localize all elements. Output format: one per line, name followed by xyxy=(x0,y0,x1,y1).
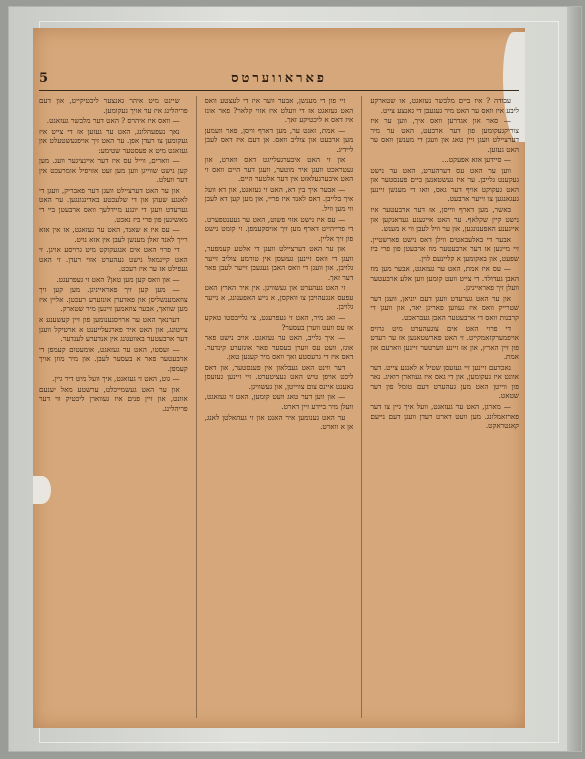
column-rule xyxy=(361,96,362,718)
paragraph: די פרוי האט אים צוגעהערט מיט גרויס אויפמערקזאמקייט. זי האט פארשטאנען אז ער רעדט פון זיין הארץ, און אז זיינע ווערטער זיינען ווארעם און אמת. xyxy=(370,323,519,362)
sleeve-edge xyxy=(567,7,581,751)
paragraph: — אמת, זאגט ער, מען דארף וויסן, פאר וועמען מען ארבעט און צוליב וואס. אן דעם איז דאס לעבן ליידיג. xyxy=(204,125,354,154)
column-right xyxy=(370,96,519,718)
paragraph: — זעסטו, האט ער געזאגט, אומעטום קעמפן די ארבעטער פאר א בעסער לעבן. און מיר מוזן אויך קעמפן. xyxy=(38,344,188,373)
paragraph: — מען קען זיך פאראייניגן. מען קען זיך צוזאמענשליסן און פאדערן אונזערע רעכטן. אליין איז מען שוואך, אבער צוזאמען זיינען מיר שטארק. xyxy=(38,285,188,314)
paragraph: — מארגן, האט ער געזאגט, וועל איך גיין צו דער פארזאמלונג. מען וועט דארט רעדן וועגן דעם נייעם קאנטראקט. xyxy=(370,401,519,431)
paragraph: — וואס איז איהרס ? האט דער מלבשר געזאגט. xyxy=(46,116,180,126)
paragraph: און ער האט דערציילט וועגן די אלטע קעמפער, וועגן די וואס זיינען געזעסן אין טורמע צוליב זייער גלויבן, און וועגן די וואס האבן געגעבן זייער לעבן פאר דער זאך. xyxy=(204,244,354,282)
newspaper-page xyxy=(33,28,525,728)
paragraph: — סיידען אזא אפעקט... xyxy=(441,155,511,165)
paragraph: באשר, מען דארף ווייסן, אז דער ארבעטער איז נישט קיין שקלאף. ער האט אייגענע געדאנקען און אייגענע האפענונגען, און ער וויל לעבן ווי א מענש. xyxy=(370,205,519,234)
paragraph: דערנאך האט ער ארויסגענומען פון זיין קעשענע א צייטונג, און האט איר פארגעלייענט א ארטיקל וועגן דער ארבעטער באוועגונג אין אנדערע לענדער. xyxy=(38,315,188,344)
paragraph: און זי האט איבערגעלייגט דאס ווארט, און געטראכט וועגן איר מוטער, וועגן דער היים וואס זי האט איבערגעלאזט אין דער אלטער היים. xyxy=(204,155,354,184)
paragraph: און ער האט גערעדט וועגן דעם יוניאן, וועגן דער שטרייק וואס איז געווען פאריגן יאר, און וועגן די קרבנות וואס די ארבעטער האבן געבראכט. xyxy=(370,293,519,323)
paragraph: — עס איז אמת, האט ער געזאגט, אבער מען מוז האבן געדולד. די צייט וועט קומען ווען אלע ארבעטער וועלן זיך פאראייניגן. xyxy=(370,264,519,293)
paragraph: דער ווינט האט געבלאזן אין פענסטער, און דאס ליכט אויפן טיש האט געציטערט. זיי זיינען געזעסן נאענט איינס צום צווייטן, און געשוויגן. xyxy=(204,362,354,391)
column-left xyxy=(39,96,188,718)
paragraph: — און וואס קען מען טאן? האט זי געפרעגט. xyxy=(56,274,180,284)
paragraph: זי האט געהערט און געשוויגן. אין איר הארץ האט עפעס אנגעהויבן צו וואקסן, א נייע האפענונג, א נייער גלויבן. xyxy=(204,283,354,312)
paragraph: — איך גלייב, האט ער געזאגט. אויב נישט פאר אונז, וועט עס ווערן בעסער פאר אונזערע קינדער. דאס איז די גרעסטע זאך וואס מיר קענען טאן. xyxy=(204,333,354,362)
paragraph: אבער די באלעבאטים ווילן דאס נישט פארשטיין. זיי מיינען אז דער ארבעטער מוז ארבעטן פון פרי ביז שפעט, און באקומען א קליינעם לוין. xyxy=(370,234,519,263)
paragraph: נאכדעם זיינען זיי געזעסן שטיל א לאנגע צייט. דער אוונט איז געקומען, און די גאס איז געווארן רואיג. נאר פון ווייטן האט מען געהערט דעם טומל פון דער שטאט. xyxy=(370,362,519,401)
paragraph: — ווארים, ווייל עס איז דער איינציגער וועג. מען קען נישט שווייגן ווען מען זעט אזויפיל אומרעכט אין דער וועלט. xyxy=(38,156,188,185)
paragraph: — סאר און אגדרען וואס איך, ווען ער איז צוריקגעקומען פון דער ארבעט, האט ער מיר דערציילט וועגן זיין טאג און וועגן די מענשן וואס ער האט געזען. xyxy=(370,116,519,154)
paragraph: ער האט גענומען איר האנט און זי געהאלטן לאנג, אן א ווארט. xyxy=(204,412,354,432)
paragraph: שיינט מיט איהר גאנצער ליכטיקייט, און דעם פריהלינג איז ער אויך געקומען. xyxy=(38,96,188,115)
page-header xyxy=(39,66,519,91)
page-number: 5 xyxy=(39,70,49,86)
paragraph: עבודה ? איז ביים מלבשר נעזאגט, או שטארקע ליבע איז וואס ער האט מיר געגעבן די גאנצע צייט. xyxy=(370,96,519,115)
paragraph: — גוט, האט זי געזאגט, איך וועל מיט דיר גיין. xyxy=(52,374,180,384)
text-columns xyxy=(39,96,519,718)
paragraph: און ער האט געשמייכלט, ערשטע מאל יענעם אוונט, און זיין פנים איז געווארן ליכטיק ווי דער פריהלינג. xyxy=(38,384,188,413)
paragraph: נאך נעפעהלונג, האט ער געזען אז די צייט איז געקומען צו רעדן אפן. ער האט זיך אויפגעשטעלט און געזאגט מיט א פעסטער שטימע: xyxy=(38,126,188,155)
paragraph: — און ווען דער טאג וועט קומען, האט זי געזאגט, וועלן מיר ביידע זיין דארט. xyxy=(204,392,354,411)
paragraph: — אבער איך בין דא, האט זי געזאגט, און דא וועל איך בלייבן. דאס לאנד איז פריי, און מען קען דא לעבן ווי מען וויל. xyxy=(204,184,354,214)
paragraph: די פרוי האט אים אנגעקוקט מיט גרויסע אויגן. זי האט קיינמאל נישט געהערט אזוי רעדן. זי האט געפילט אז ער איז רעכט. xyxy=(38,245,188,274)
masthead-title: פאראווערטס xyxy=(231,71,327,86)
paragraph: — זאג מיר, האט זי געפרעגט, צי גלייבסטו טאקע אז עס וועט ווערן בעסער? xyxy=(204,313,354,332)
paragraph: ווען ער האט עס דערהערט, האט ער נישט געקענט גלייבן. ער איז געשטאנען ביים פענסטער און האט געקוקט אויף דער גאס, וואו די מענשן זיינען געגאנגען צו זייער ארבעט. xyxy=(370,165,519,204)
paragraph: — עס איז נישט אזוי פשוט, האט ער געענטפערט. די פרייהייט דארף מען זיך אויסקעמפן. זי קומט נישט פון זיך אליין. xyxy=(204,214,354,243)
paragraph: זיי פון די מענשן, אבער ווער איז די לעצטע וואס האט געזאגט אז די וועלט איז אזוי קלאר? פאר אונז איז דאס א ליכטיקע זאך. xyxy=(204,96,354,125)
paragraph: — עס איז א שאנד, האט ער געזאגט, אז אין אזא רייך לאנד זאלן מענשן לעבן אין אזא נויט. xyxy=(38,225,188,244)
column-rule xyxy=(196,96,197,718)
column-middle xyxy=(205,96,354,718)
paragraph: און ער האט דערציילט וועגן דער פאבריק, וועגן די לאנגע שעהן און די שלעכטע באדינגונגען. ער האט גערעדט וועגן די יונגע מיידלעך וואס ארבעטן ביי די מאשינען פון פרי ביז נאכט. xyxy=(38,185,188,224)
